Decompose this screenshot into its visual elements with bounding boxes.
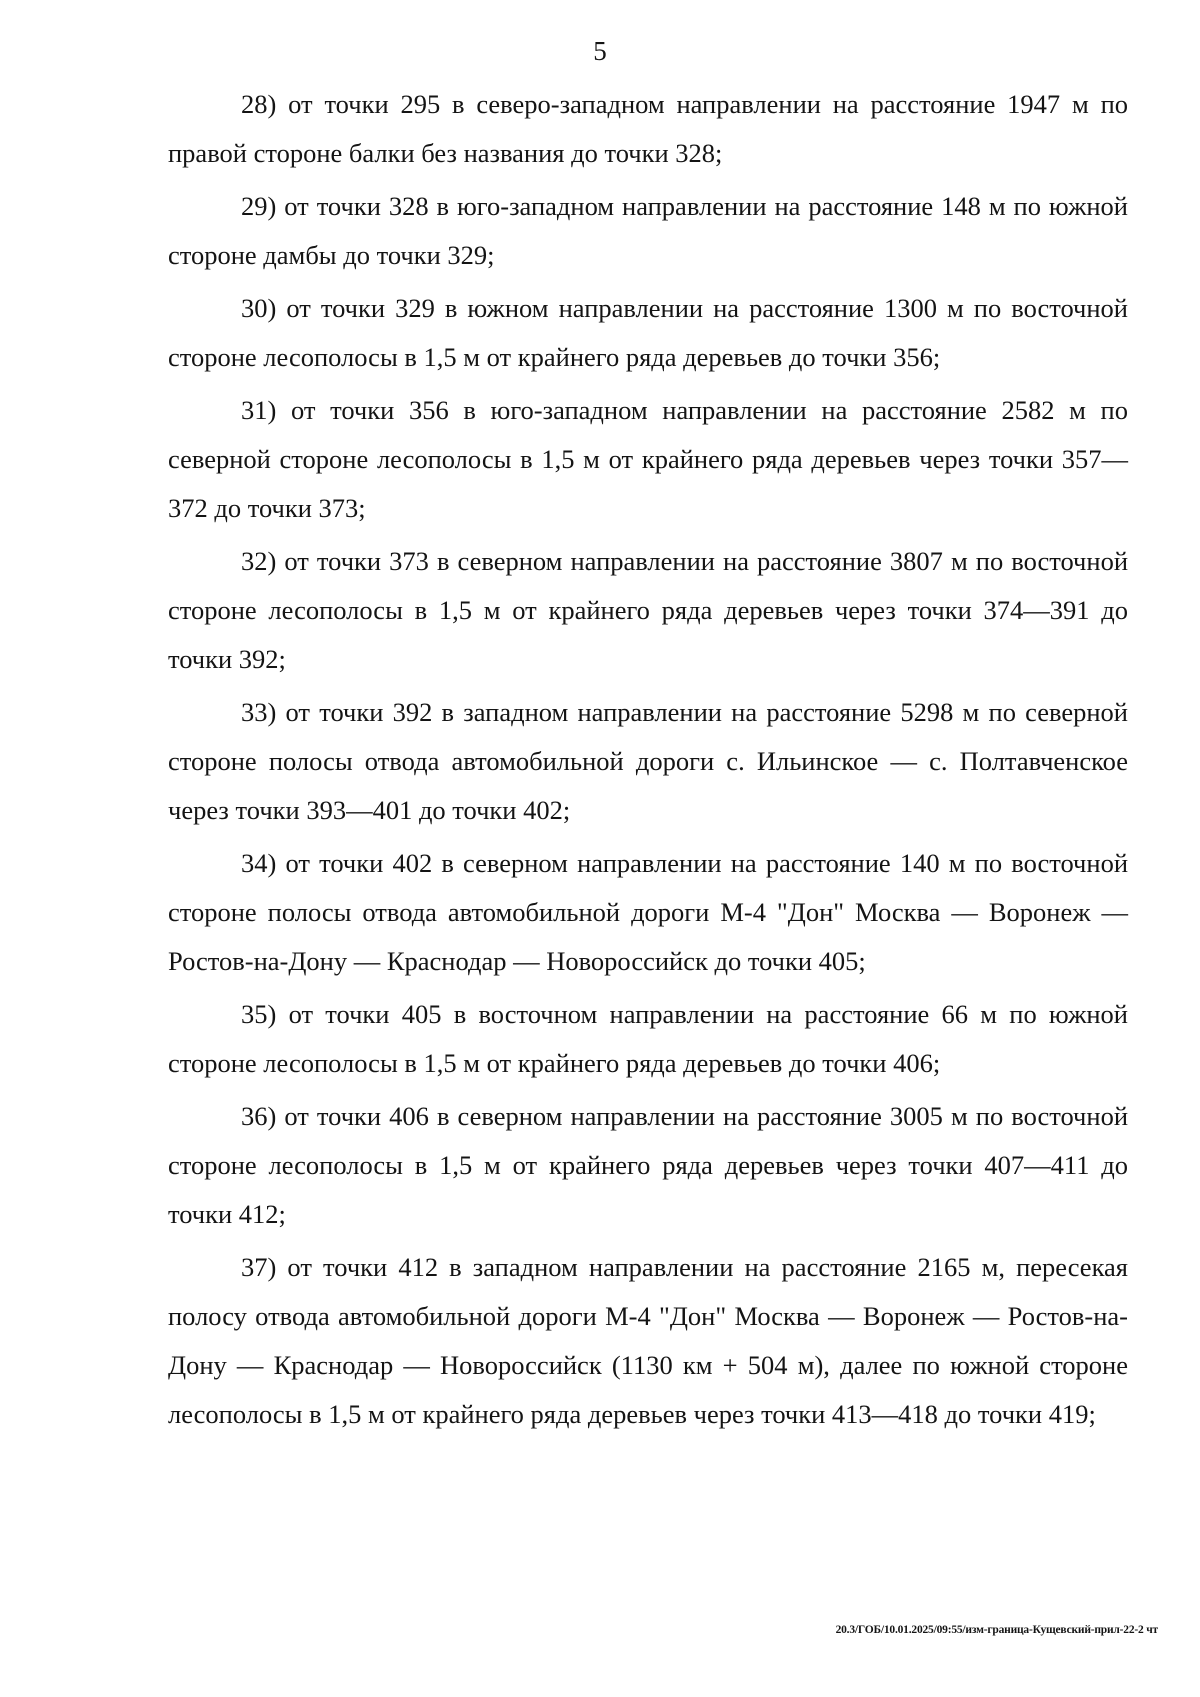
document-body [168,80,1128,1443]
footer-document-code: 20.3/ГОБ/10.01.2025/09:55/изм-граница-Кущевский-прил-22-2 чт [835,1624,1158,1636]
boundary-item-37: 37) от точки 412 в западном направлении на расстояние 2165 м, пересекая полосу отвода автомобильной дороги М-4 "Дон" Москва — Воронеж — Ростов-на-Дону — Краснодар — Новороссийск (1130 км + 504 м), далее по южной стороне лесополосы в 1,5 м от крайнего ряда деревьев через точки 413—418 до точки 419; [168,1252,1128,1429]
boundary-item-28: 28) от точки 295 в северо-западном направлении на расстояние 1947 м по правой стороне балки без названия до точки 328; [168,89,1128,168]
boundary-item-33: 33) от точки 392 в западном направлении на расстояние 5298 м по северной стороне полосы отвода автомобильной дороги с. Ильинское — с. Полтавченское через точки 393—401 до точки 402; [168,697,1128,825]
boundary-item-31: 31) от точки 356 в юго-западном направлении на расстояние 2582 м по северной стороне лесополосы в 1,5 м от крайнего ряда деревьев через точки 357—372 до точки 373; [168,395,1128,523]
boundary-item-34: 34) от точки 402 в северном направлении на расстояние 140 м по восточной стороне полосы отвода автомобильной дороги М-4 "Дон" Москва — Воронеж — Ростов-на-Дону — Краснодар — Новороссийск до точки 405; [168,848,1128,976]
boundary-item-36: 36) от точки 406 в северном направлении на расстояние 3005 м по восточной стороне лесополосы в 1,5 м от крайнего ряда деревьев через точки 407—411 до точки 412; [168,1101,1128,1229]
boundary-item-32: 32) от точки 373 в северном направлении на расстояние 3807 м по восточной стороне лесополосы в 1,5 м от крайнего ряда деревьев через точки 374—391 до точки 392; [168,546,1128,674]
boundary-item-30: 30) от точки 329 в южном направлении на расстояние 1300 м по восточной стороне лесополосы в 1,5 м от крайнего ряда деревьев до точки 356; [168,293,1128,372]
page-number: 5 [593,36,607,66]
boundary-item-35: 35) от точки 405 в восточном направлении на расстояние 66 м по южной стороне лесополосы в 1,5 м от крайнего ряда деревьев до точки 406; [168,999,1128,1078]
boundary-item-29: 29) от точки 328 в юго-западном направлении на расстояние 148 м по южной стороне дамбы до точки 329; [168,191,1128,270]
